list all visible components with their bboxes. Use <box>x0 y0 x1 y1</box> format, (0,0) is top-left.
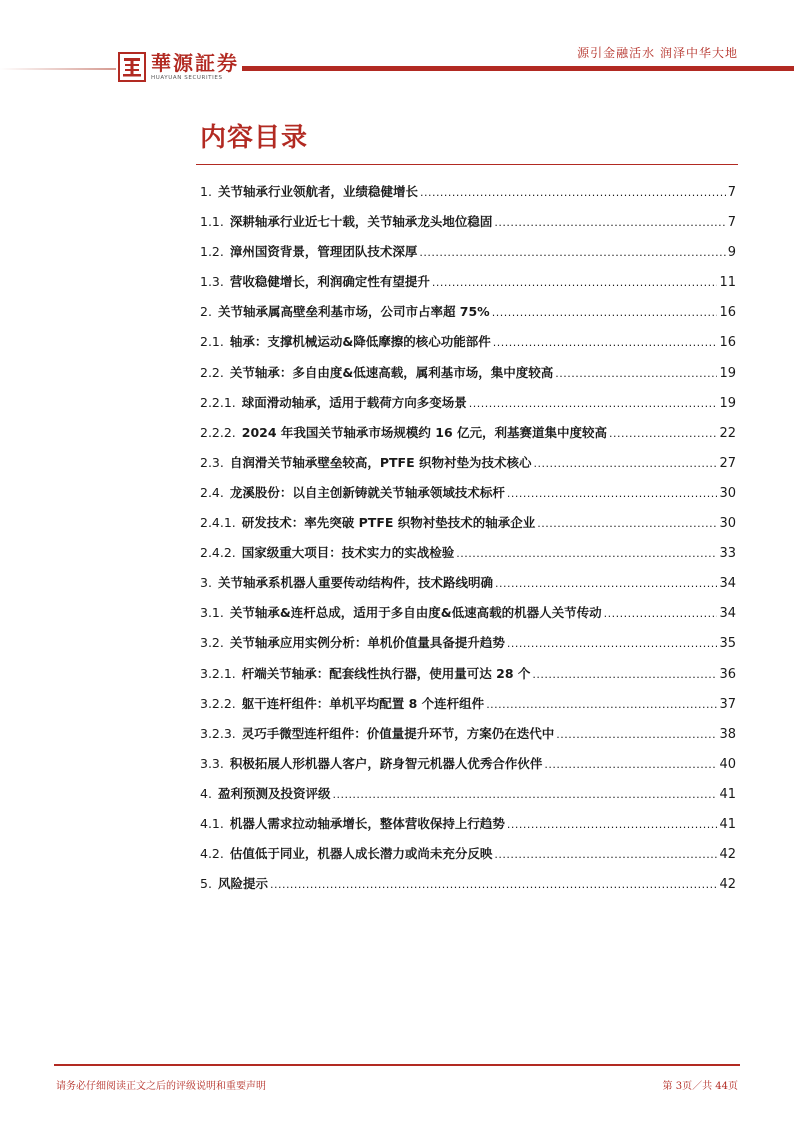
toc-entry-title: 杆端关节轴承：配套线性执行器，使用量可达 28 个 <box>241 665 531 681</box>
toc-entry-number: 3.2.3. <box>200 725 236 741</box>
toc-entry-page: 42 <box>719 847 736 863</box>
toc-entry-number: 2.2.1. <box>200 394 236 410</box>
toc-dot-leader <box>495 577 718 590</box>
toc-dot-leader <box>556 728 717 741</box>
toc-entry[interactable] <box>200 182 736 212</box>
toc-entry-page: 16 <box>719 335 736 351</box>
toc-entry-number: 3.1. <box>200 605 224 621</box>
toc-entry-title: 研发技术：率先突破 PTFE 织物衬垫技术的轴承企业 <box>241 515 536 531</box>
toc-entry[interactable] <box>200 212 736 242</box>
toc-entry-page: 35 <box>719 636 736 652</box>
toc-entry[interactable] <box>200 603 736 633</box>
toc-entry-number: 2.2.2. <box>200 424 236 440</box>
toc-entry-page: 34 <box>719 576 736 592</box>
header-slogan: 源引金融活水 润泽中华大地 <box>577 46 738 60</box>
toc-entry-title: 深耕轴承行业近七十载，关节轴承龙头地位稳固 <box>229 214 493 230</box>
toc-entry-page: 40 <box>719 756 736 772</box>
page-title: 内容目录 <box>200 123 309 153</box>
toc-entry[interactable] <box>200 633 736 663</box>
toc-entry-title: 营收稳健增长，利润确定性有望提升 <box>229 274 430 290</box>
toc-entry-number: 1.1. <box>200 214 224 230</box>
toc-entry[interactable] <box>200 453 736 483</box>
toc-dot-leader <box>492 306 718 319</box>
toc-dot-leader <box>420 186 726 199</box>
toc-entry-title: 躯干连杆组件：单机平均配置 8 个连杆组件 <box>241 695 485 711</box>
toc-entry[interactable] <box>200 393 736 423</box>
toc-entry-page: 19 <box>719 395 736 411</box>
toc-dot-leader <box>469 397 718 410</box>
toc-entry[interactable] <box>200 784 736 814</box>
toc-entry-number: 3. <box>200 575 212 591</box>
toc-entry-page: 36 <box>719 666 736 682</box>
toc-entry-number: 2.4.2. <box>200 545 236 561</box>
toc-entry-number: 2.4. <box>200 484 224 500</box>
toc-entry-number: 3.2.2. <box>200 695 236 711</box>
toc-dot-leader <box>537 517 717 530</box>
toc-entry[interactable] <box>200 754 736 784</box>
footer-divider <box>54 1064 740 1066</box>
toc-entry-title: 机器人需求拉动轴承增长，整体营收保持上行趋势 <box>229 815 505 831</box>
toc-entry-title: 盈利预测及投资评级 <box>217 785 331 801</box>
toc-dot-leader <box>270 878 718 891</box>
toc-entry[interactable] <box>200 332 736 362</box>
toc-entry-page: 33 <box>719 546 736 562</box>
toc-entry-title: 风险提示 <box>217 876 268 892</box>
toc-entry-page: 19 <box>719 365 736 381</box>
toc-entry-page: 11 <box>719 275 736 291</box>
toc-entry-page: 7 <box>727 185 736 200</box>
title-divider <box>196 164 738 165</box>
toc-dot-leader <box>555 367 717 380</box>
toc-dot-leader <box>493 336 718 349</box>
toc-dot-leader <box>507 487 718 500</box>
toc-dot-leader <box>604 607 718 620</box>
toc-entry-number: 2.1. <box>200 334 224 350</box>
toc-entry[interactable] <box>200 423 736 453</box>
toc-dot-leader <box>507 637 718 650</box>
toc-entry-page: 7 <box>727 215 736 231</box>
toc-entry-page: 37 <box>719 696 736 712</box>
toc-entry-title: 关节轴承属高壁垒利基市场，公司市占率超 75% <box>217 304 490 320</box>
toc-dot-leader <box>533 457 717 470</box>
toc-entry-number: 2. <box>200 304 212 320</box>
toc-entry[interactable] <box>200 573 736 603</box>
footer-disclaimer: 请务必仔细阅读正文之后的评级说明和重要声明 <box>56 1081 266 1092</box>
toc-entry-page: 34 <box>719 606 736 622</box>
toc-entry-page: 27 <box>719 455 736 471</box>
toc-entry-number: 2.2. <box>200 364 224 380</box>
toc-entry-title: 自润滑关节轴承壁垒较高，PTFE 织物衬垫为技术核心 <box>229 454 532 470</box>
logo-emblem-icon <box>118 52 146 82</box>
toc-entry-number: 2.4.1. <box>200 515 236 531</box>
toc-entry[interactable] <box>200 242 736 272</box>
toc-entry-page: 41 <box>719 816 736 832</box>
toc-entry-page: 9 <box>727 245 736 261</box>
toc-entry[interactable] <box>200 272 736 302</box>
toc-dot-leader <box>432 276 718 289</box>
toc-entry[interactable] <box>200 874 736 904</box>
toc-dot-leader <box>609 427 717 440</box>
toc-entry-page: 30 <box>719 516 736 532</box>
toc-dot-leader <box>544 758 717 771</box>
toc-dot-leader <box>494 216 725 229</box>
toc-entry-title: 估值低于同业，机器人成长潜力或尚未充分反映 <box>229 846 493 862</box>
toc-entry-number: 3.2. <box>200 635 224 651</box>
toc-entry-title: 关节轴承应用实例分析：单机价值量具备提升趋势 <box>229 635 505 651</box>
footer-page-number: 第 3页／共 44页 <box>662 1081 738 1092</box>
toc-entry-title: 漳州国资背景，管理团队技术深厚 <box>229 244 418 260</box>
toc-entry-title: 灵巧手微型连杆组件：价值量提升环节，方案仍在迭代中 <box>241 725 555 741</box>
toc-dot-leader <box>456 547 717 560</box>
toc-entry[interactable] <box>200 694 736 724</box>
toc-entry-title: 关节轴承行业领航者，业绩稳健增长 <box>217 184 418 199</box>
toc-dot-leader <box>486 698 717 711</box>
toc-entry-number: 3.3. <box>200 755 224 771</box>
toc-entry-title: 国家级重大项目：技术实力的实战检验 <box>241 545 455 561</box>
toc-entry[interactable] <box>200 543 736 573</box>
toc-entry-number: 1. <box>200 184 212 199</box>
toc-entry-number: 4.2. <box>200 846 224 862</box>
toc-entry-number: 5. <box>200 876 212 892</box>
toc-entry-title: 球面滑动轴承，适用于载荷方向多变场景 <box>241 394 467 410</box>
toc-entry-number: 1.3. <box>200 274 224 290</box>
toc-entry-page: 30 <box>719 485 736 501</box>
toc-entry-title: 积极拓展人形机器人客户，跻身智元机器人优秀合作伙伴 <box>229 755 543 771</box>
toc-dot-leader <box>532 668 717 681</box>
toc-entry[interactable] <box>200 664 736 694</box>
toc-entry-page: 22 <box>719 425 736 441</box>
header-bar-left <box>0 68 116 70</box>
toc-entry-number: 1.2. <box>200 244 224 260</box>
toc-entry-number: 2.3. <box>200 454 224 470</box>
toc-dot-leader <box>494 848 717 861</box>
toc-entry-page: 41 <box>719 786 736 802</box>
toc-entry[interactable] <box>200 363 736 393</box>
toc-entry-title: 2024 年我国关节轴承市场规模约 16 亿元，利基赛道集中度较高 <box>241 424 608 440</box>
toc-entry-page: 42 <box>719 877 736 893</box>
toc-entry-number: 3.2.1. <box>200 665 236 681</box>
toc-entry-title: 轴承：支撑机械运动&降低摩擦的核心功能部件 <box>229 334 491 350</box>
toc-entry-number: 4. <box>200 785 212 801</box>
header-bar-right <box>242 66 794 71</box>
logo-english-name: HUAYUAN SECURITIES <box>151 75 223 81</box>
toc-entry[interactable] <box>200 844 736 874</box>
toc-entry-title: 龙溪股份：以自主创新铸就关节轴承领域技术标杆 <box>229 484 505 500</box>
toc-entry-title: 关节轴承：多自由度&低速高载，属利基市场，集中度较高 <box>229 364 554 380</box>
toc-entry-title: 关节轴承系机器人重要传动结构件，技术路线明确 <box>217 575 493 591</box>
toc-entry[interactable] <box>200 513 736 543</box>
toc-dot-leader <box>507 818 718 831</box>
toc-dot-leader <box>419 246 725 259</box>
toc-entry-page: 16 <box>719 305 736 321</box>
company-logo <box>118 47 239 87</box>
toc-entry-title: 关节轴承&连杆总成，适用于多自由度&低速高载的机器人关节传动 <box>229 605 602 621</box>
toc-entry[interactable] <box>200 814 736 844</box>
toc-entry[interactable] <box>200 483 736 513</box>
logo-chinese-name: 華源証券 <box>151 51 239 75</box>
toc-entry[interactable] <box>200 302 736 332</box>
toc-entry[interactable] <box>200 724 736 754</box>
table-of-contents <box>200 182 736 904</box>
toc-entry-number: 4.1. <box>200 815 224 831</box>
toc-dot-leader <box>332 788 717 801</box>
toc-entry-page: 38 <box>719 726 736 742</box>
